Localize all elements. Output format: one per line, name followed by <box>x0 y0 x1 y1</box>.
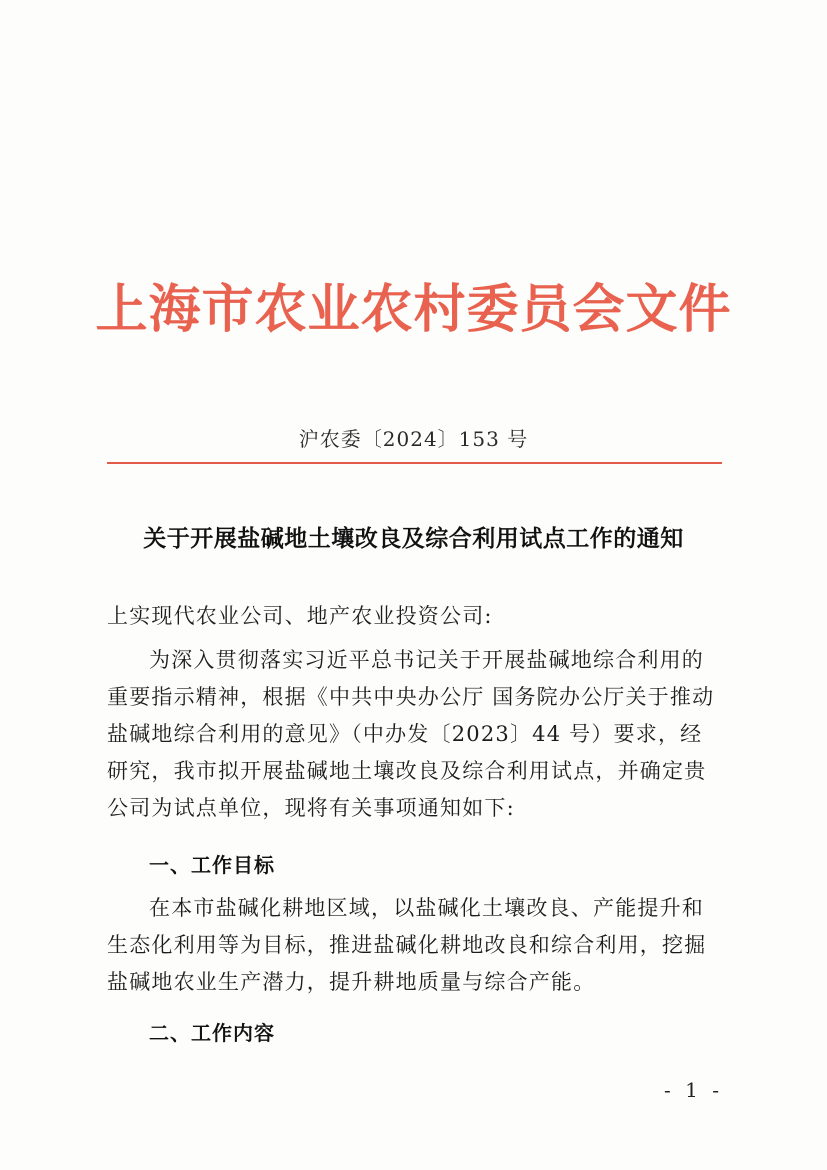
intro-paragraph: 为深入贯彻落实习近平总书记关于开展盐碱地综合利用的重要指示精神，根据《中共中央办公厅 国务院办公厅关于推动盐碱地综合利用的意见》（中办发〔2023〕44 号）要求，经研究，我市拟开展盐碱地土壤改良及综合利用试点，并确定贵公司为试点单位，现将有关事项通知如下: <box>107 648 715 820</box>
red-separator-line <box>107 462 722 464</box>
addressee: 上实现代农业公司、地产农业投资公司: <box>107 604 493 628</box>
goals-paragraph: 在本市盐碱化耕地区域，以盐碱化土壤改良、产能提升和生态化利用等为目标，推进盐碱化耕地改良和综合利用，挖掘盐碱地农业生产潜力，提升耕地质量与综合产能。 <box>107 896 707 994</box>
document-number: 沪农委〔2024〕153 号 <box>298 427 529 451</box>
document-title: 关于开展盐碱地土壤改良及综合利用试点工作的通知 <box>143 525 684 552</box>
section-heading-content: 二、工作内容 <box>149 1021 275 1045</box>
section-heading-goals: 一、工作目标 <box>149 853 275 877</box>
issuer-header-title: 上海市农业农村委员会文件 <box>95 279 732 340</box>
page-number: - 1 - <box>664 1078 723 1102</box>
